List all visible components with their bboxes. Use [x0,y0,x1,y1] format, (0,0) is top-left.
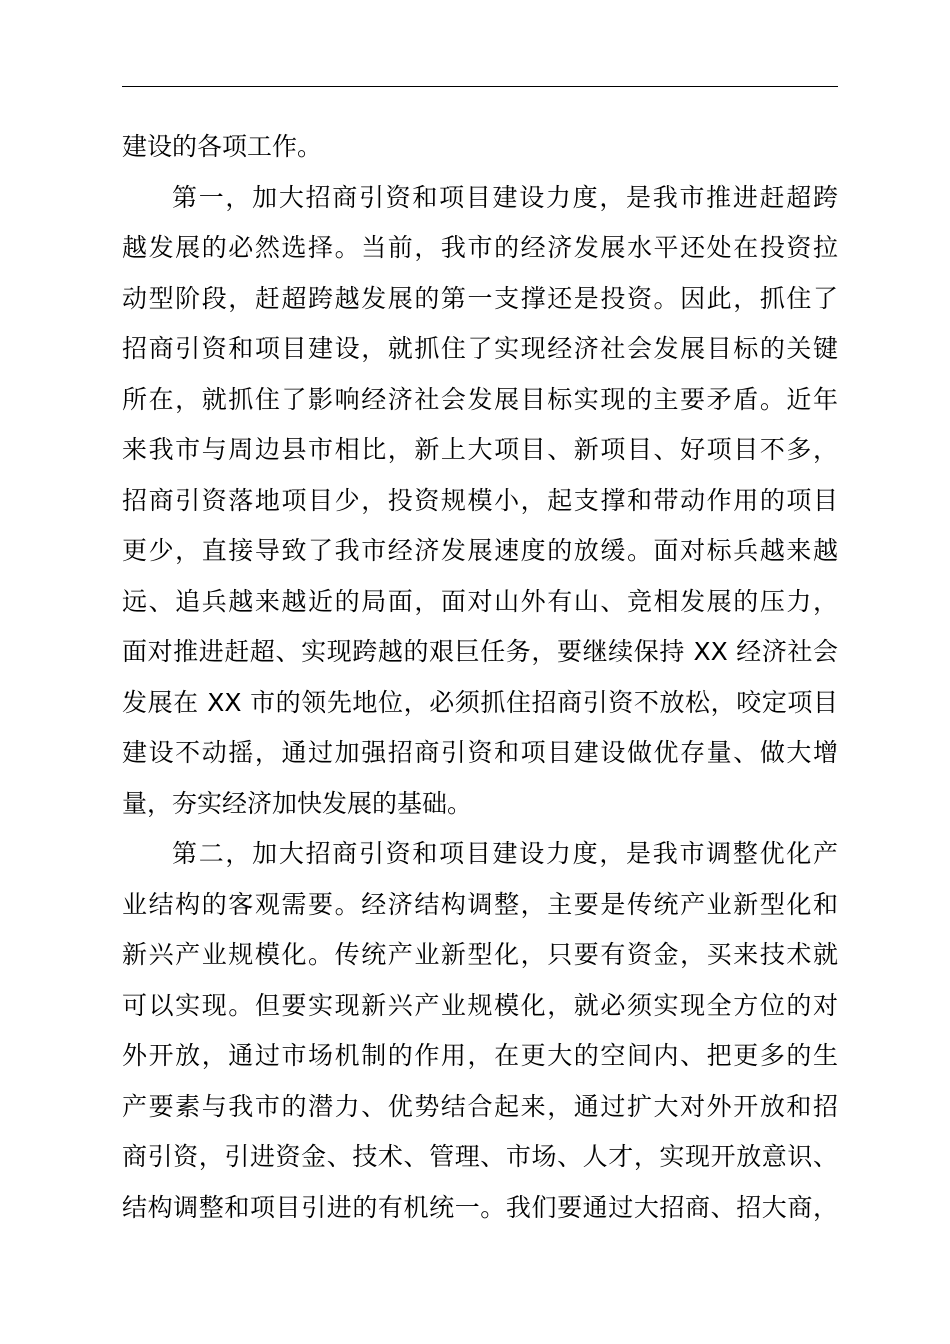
text-line: 量，夯实经济加快发展的基础。 [122,788,473,818]
text-line: 面对推进赶超、实现跨越的艰巨任务，要继续保持 XX 经济社会 [122,637,838,666]
text-line: 业结构的客观需要。经济结构调整，主要是传统产业新型化和 [122,889,838,919]
text-line: 来我市与周边县市相比，新上大项目、新项目、好项目不多， [122,435,838,464]
text-line: 远、追兵越来越近的局面，面对山外有山、竞相发展的压力， [122,586,838,616]
text-line: 更少，直接导致了我市经济发展速度的放缓。面对标兵越来越 [122,536,838,565]
text-line: 动型阶段，赶超跨越发展的第一支撑还是投资。因此，抓住了 [122,283,838,313]
text-line: 外开放，通过市场机制的作用，在更大的空间内、把更多的生 [122,1041,838,1070]
paragraph-first-line: 第一，加大招商引资和项目建设力度，是我市推进赶超跨 [172,182,838,212]
text-line: 发展在 XX 市的领先地位，必须抓住招商引资不放松，咬定项目 [122,687,838,717]
header-rule [122,86,838,87]
text-line: 越发展的必然选择。当前，我市的经济发展水平还处在投资拉 [122,233,838,262]
text-line: 结构调整和项目引进的有机统一。我们要通过大招商、招大商， [122,1192,838,1222]
text-line: 招商引资落地项目少，投资规模小，起支撑和带动作用的项目 [122,485,838,515]
paragraph-first-line: 第二，加大招商引资和项目建设力度，是我市调整优化产 [172,839,838,868]
body-text [122,122,838,1233]
text-line: 商引资，引进资金、技术、管理、市场、人才，实现开放意识、 [122,1142,838,1171]
text-line: 新兴产业规模化。传统产业新型化，只要有资金，买来技术就 [122,940,838,969]
text-line: 建设的各项工作。 [122,132,323,161]
text-line: 所在，就抓住了影响经济社会发展目标实现的主要矛盾。近年 [122,384,838,414]
text-line: 产要素与我市的潜力、优势结合起来，通过扩大对外开放和招 [122,1091,838,1121]
text-line: 建设不动摇，通过加强招商引资和项目建设做优存量、做大增 [122,738,838,767]
text-line: 可以实现。但要实现新兴产业规模化，就必须实现全方位的对 [122,990,838,1020]
text-line: 招商引资和项目建设，就抓住了实现经济社会发展目标的关键 [122,334,838,363]
